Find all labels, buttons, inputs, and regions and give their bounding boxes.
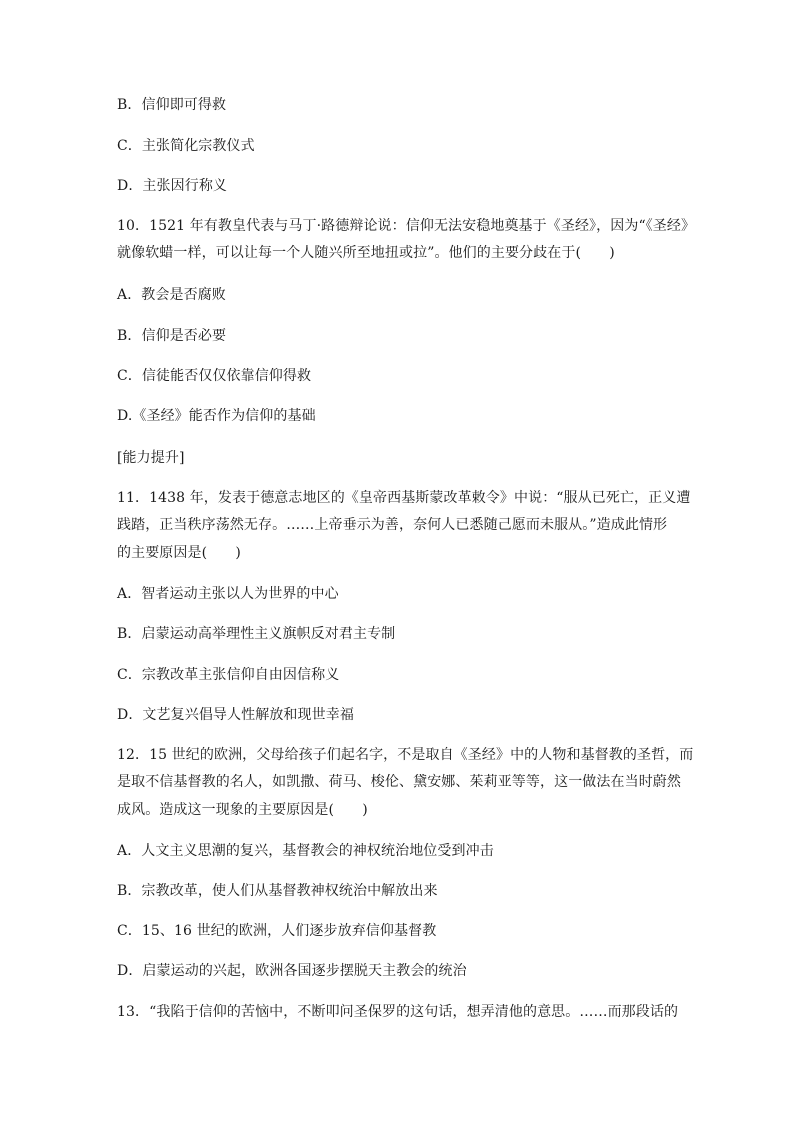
q11-option-b: B．启蒙运动高举理性主义旗帜反对君主专制 <box>117 626 396 642</box>
q10-option-c: C．信徒能否仅仅依靠信仰得救 <box>117 368 312 384</box>
section-heading: [能力提升] <box>117 450 185 466</box>
q12-option-c: C．15、16 世纪的欧洲，人们逐步放弃信仰基督教 <box>117 923 437 939</box>
q12-option-b: B．宗教改革，使人们从基督教神权统治中解放出来 <box>117 883 438 899</box>
q12-option-a: A．人文主义思潮的复兴，基督教会的神权统治地位受到冲击 <box>117 843 494 859</box>
q12-option-d: D．启蒙运动的兴起，欧洲各国逐步摆脱天主教会的统治 <box>117 963 467 979</box>
q11-option-c: C．宗教改革主张信仰自由因信称义 <box>117 667 340 683</box>
q10-stem-line2: 就像软蜡一样，可以让每一个人随兴所至地扭或拉”。他们的主要分歧在于( ) <box>117 245 615 261</box>
q11-stem-line1: 11．1438 年，发表于德意志地区的《皇帝西基斯蒙改革敕令》中说：“服从已死亡，正义遭 <box>117 490 691 506</box>
q12-stem-line3: 成风。造成这一现象的主要原因是( ) <box>117 802 368 818</box>
q10-option-d: D.《圣经》能否作为信仰的基础 <box>117 408 316 424</box>
q10-option-b: B．信仰是否必要 <box>117 328 227 344</box>
q11-stem-line3: 的主要原因是( ) <box>117 545 241 561</box>
q9-option-c: C．主张简化宗教仪式 <box>117 138 255 154</box>
q11-option-d: D．文艺复兴倡导人性解放和现世幸福 <box>117 707 354 723</box>
q12-stem-line2: 是取不信基督教的名人，如凯撒、荷马、梭伦、黛安娜、茱莉亚等等，这一做法在当时蔚然 <box>117 774 681 790</box>
q9-option-d: D．主张因行称义 <box>117 178 228 194</box>
q11-option-a: A．智者运动主张以人为世界的中心 <box>117 586 339 602</box>
q11-stem-line2: 践踏，正当秩序荡然无存。……上帝垂示为善，奈何人已悉随己愿而未服从。”造成此情形 <box>117 517 668 533</box>
q13-stem-line1: 13．“我陷于信仰的苦恼中，不断叩问圣保罗的这句话，想弄清他的意思。……而那段话的 <box>117 1004 679 1020</box>
q10-option-a: A．教会是否腐败 <box>117 287 226 303</box>
q10-stem-line1: 10．1521 年有教皇代表与马丁·路德辩论说：信仰无法安稳地奠基于《圣经》，因为“《圣经》 <box>117 218 696 234</box>
q12-stem-line1: 12．15 世纪的欧洲，父母给孩子们起名字，不是取自《圣经》中的人物和基督教的圣哲，而 <box>117 747 694 763</box>
q9-option-b: B．信仰即可得救 <box>117 97 227 113</box>
